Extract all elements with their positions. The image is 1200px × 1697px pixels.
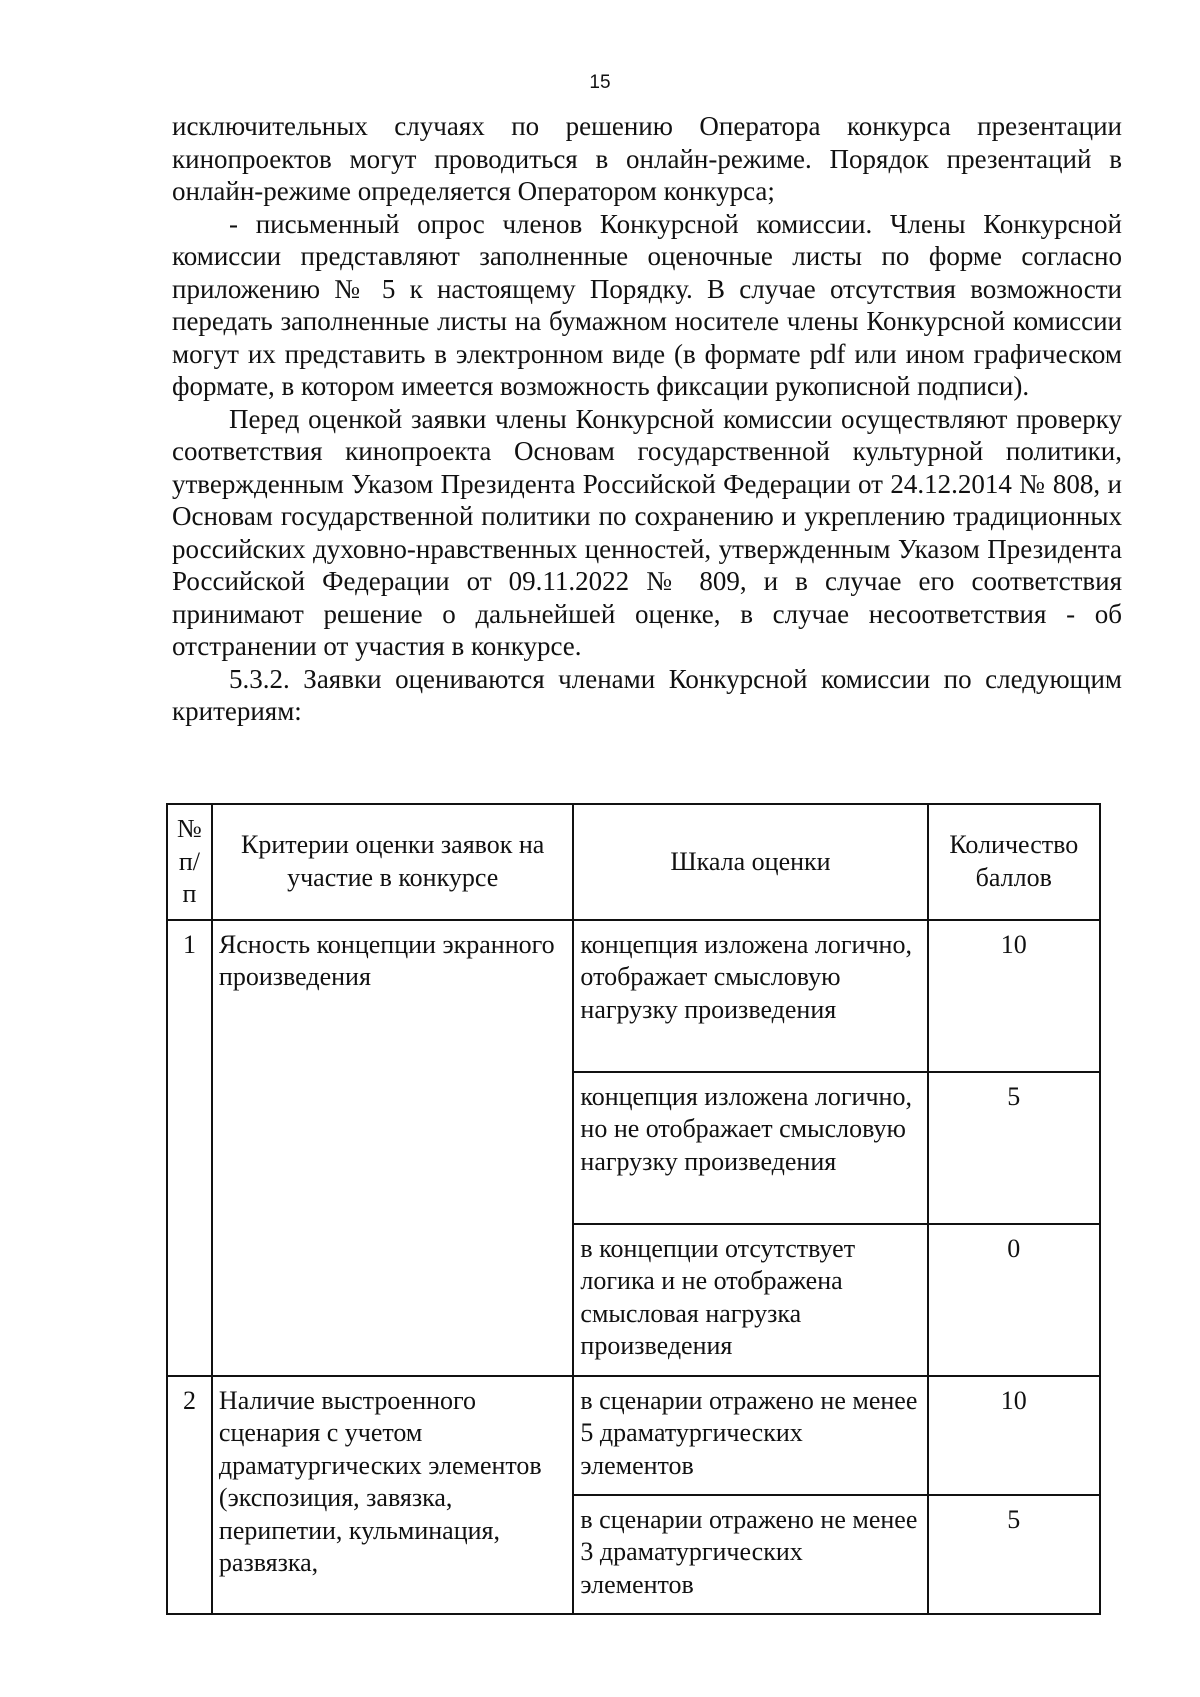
table-header-row <box>167 804 1100 920</box>
header-criteria: Критерии оценки заявок на участие в конкурсе <box>212 804 573 920</box>
criteria-table <box>166 803 1101 1615</box>
points-cell: 10 <box>928 1376 1100 1495</box>
scale-cell: в сценарии отражено не менее 3 драматургических элементов <box>573 1495 927 1614</box>
paragraph-compliance-check: Перед оценкой заявки члены Конкурсной комиссии осуществляют проверку соответствия кинопроекта Основам государственной культурной политики, утвержденным Указом Президента Российской Федерации от 24.12.2014 № 808, и Основам государственной политики по сохранению и укреплению традиционных российских духовно-нравственных ценностей, утвержденным Указом Президента Российской Федерации от 09.11.2022 № 809, и в случае его соответствия принимают решение о дальнейшей оценке, в случае несоответствия - об отстранении от участия в конкурсе. <box>172 403 1122 661</box>
paragraph-written-survey: - письменный опрос членов Конкурсной комиссии. Члены Конкурсной комиссии представляют заполненные оценочные листы по форме согласно приложению № 5 к настоящему Порядку. В случае отсутствия возможности передать заполненные листы на бумажном носителе члены Конкурсной комиссии могут их представить в электронном виде (в формате pdf или ином графическом формате, в котором имеется возможность фиксации рукописной подписи). <box>172 208 1122 401</box>
points-cell: 5 <box>928 1495 1100 1614</box>
row-number: 1 <box>167 920 212 1376</box>
row-number: 2 <box>167 1376 212 1614</box>
scale-cell: концепция изложена логично, но не отображает смысловую нагрузку произведения <box>573 1072 927 1224</box>
criterion-cell: Ясность концепции экранного произведения <box>212 920 573 1376</box>
table-row <box>167 1376 1100 1495</box>
page-number: 15 <box>589 72 611 93</box>
points-cell: 10 <box>928 920 1100 1072</box>
header-scale: Шкала оценки <box>573 804 927 920</box>
scale-cell: в сценарии отражено не менее 5 драматургических элементов <box>573 1376 927 1495</box>
paragraph-criteria-intro: 5.3.2. Заявки оцениваются членами Конкурсной комиссии по следующим критериям: <box>172 663 1122 726</box>
header-points: Количество баллов <box>928 804 1100 920</box>
points-cell: 0 <box>928 1224 1100 1376</box>
criterion-cell: Наличие выстроенного сценария с учетом драматургических элементов (экспозиция, завязка, перипетии, кульминация, развязка, <box>212 1376 573 1614</box>
points-cell: 5 <box>928 1072 1100 1224</box>
scale-cell: в концепции отсутствует логика и не отображена смысловая нагрузка произведения <box>573 1224 927 1376</box>
scale-cell: концепция изложена логично, отображает смысловую нагрузку произведения <box>573 920 927 1072</box>
header-num: № п/п <box>167 804 212 920</box>
table-row <box>167 920 1100 1072</box>
body-text <box>172 110 1122 728</box>
paragraph-continuation: исключительных случаях по решению Оператора конкурса презентации кинопроектов могут проводиться в онлайн-режиме. Порядок презентаций в онлайн-режиме определяется Оператором конкурса; <box>172 111 1122 206</box>
